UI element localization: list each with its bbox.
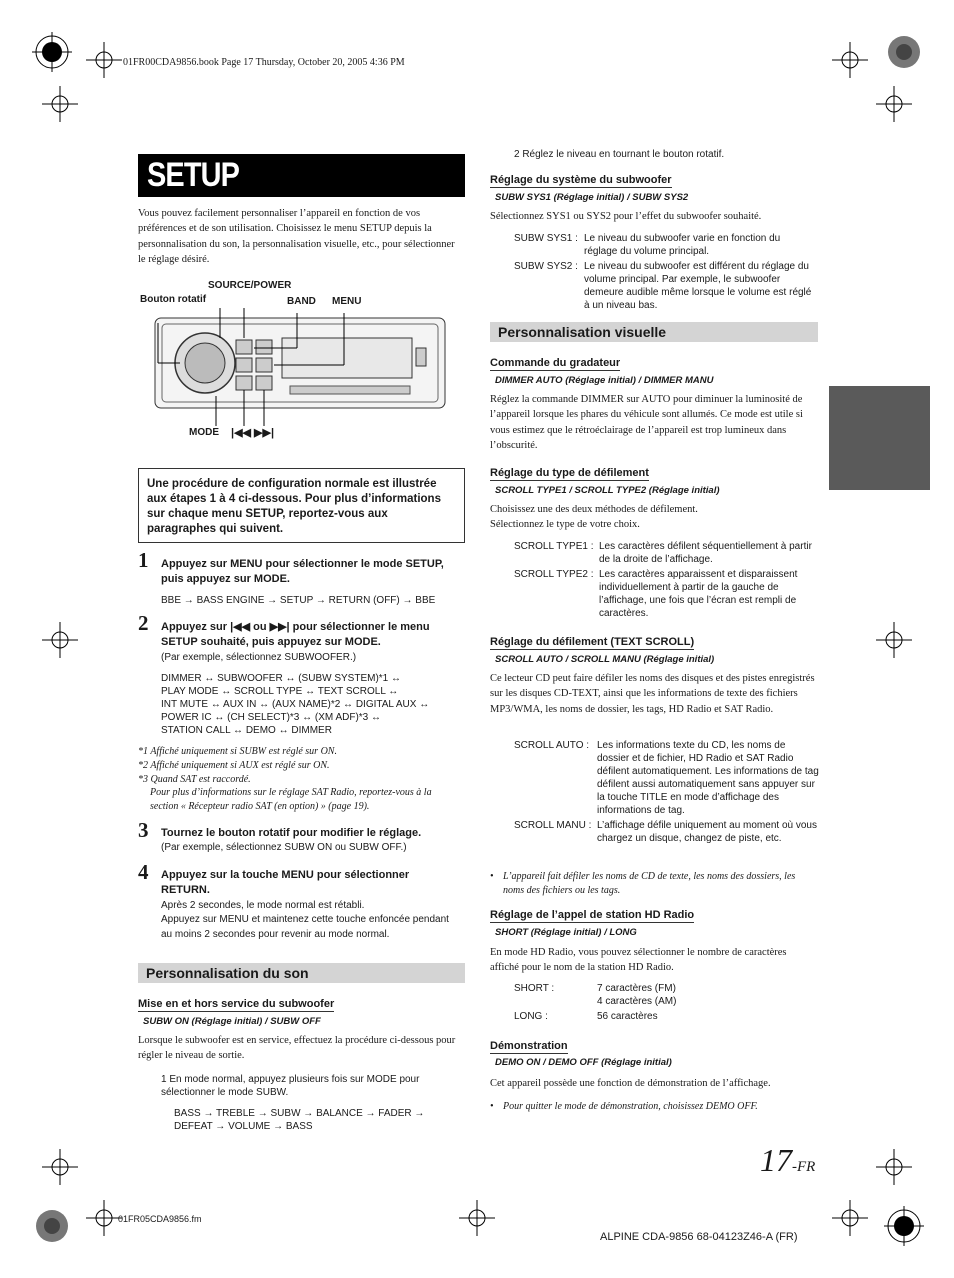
- hd-radio-desc-1a: 7 caractères (FM): [597, 983, 676, 994]
- scroll-type-term-2: SCROLL TYPE2 :: [514, 569, 594, 580]
- son-subwoofer-options: SUBW ON (Réglage initial) / SUBW OFF: [143, 1016, 321, 1027]
- footer-model: ALPINE CDA-9856 68-04123Z46-A (FR): [600, 1231, 798, 1243]
- crosshair-mark-tl2: [82, 38, 126, 82]
- chapter-tab: [829, 386, 930, 490]
- text-scroll-bullet: •: [490, 871, 494, 882]
- hd-radio-options: SHORT (Réglage initial) / LONG: [495, 927, 637, 938]
- footnote-2: *2 Affiché uniquement si AUX est réglé sur ON.: [138, 760, 330, 771]
- label-source-power: SOURCE/POWER: [208, 280, 292, 291]
- demo-options: DEMO ON / DEMO OFF (Réglage initial): [495, 1057, 672, 1068]
- text-scroll-term-1: SCROLL AUTO :: [514, 740, 590, 751]
- step-2-number: 2: [138, 611, 149, 635]
- step-4-text: Appuyez sur la touche MENU pour sélectionner RETURN.: [161, 869, 410, 896]
- demo-bullet: •: [490, 1101, 494, 1112]
- crosshair-mark-br2: [828, 1196, 872, 1240]
- demo-body: Cet appareil possède une fonction de démonstration de l’affichage.: [490, 1078, 771, 1089]
- info-box-text: Une procédure de configuration normale est illustrée aux étapes 1 à 4 ci-dessous. Pour plus d’informations sur chaque menu SETUP, reportez-vous aux paragraphes qui suivent.: [147, 478, 441, 535]
- label-mode: MODE: [189, 427, 219, 438]
- step-4-number: 4: [138, 860, 149, 884]
- son-item-1: 1 En mode normal, appuyez plusieurs fois sur MODE pour sélectionner le mode SUBW.: [161, 1074, 420, 1098]
- car-stereo-diagram: [150, 308, 450, 443]
- scroll-type-options: SCROLL TYPE1 / SCROLL TYPE2 (Réglage initial): [495, 485, 720, 496]
- label-menu: MENU: [332, 296, 362, 307]
- demo-note: Pour quitter le mode de démonstration, choisissez DEMO OFF.: [503, 1101, 758, 1112]
- son-seq-line2: DEFEAT → VOLUME → BASS: [174, 1121, 313, 1132]
- scroll-type-desc-1: Les caractères défilent séquentiellement à partir de la droite de l’affichage.: [599, 541, 812, 565]
- page-title-bar: [138, 154, 465, 197]
- crosshair-mark-left-top: [38, 82, 82, 126]
- step-3-example: (Par exemple, sélectionnez SUBW ON ou SUBW OFF.): [161, 842, 407, 853]
- son-item-2: 2 Réglez le niveau en tournant le bouton rotatif.: [514, 149, 725, 160]
- step-2-text: Appuyez sur |◀◀ ou ▶▶| pour sélectionner le menu SETUP souhaité, puis appuyez sur MODE.: [161, 621, 430, 648]
- crosshair-mark-right-mid: [872, 618, 916, 662]
- hd-radio-term-2: LONG :: [514, 1011, 548, 1022]
- step-2-example: (Par exemple, sélectionnez SUBWOOFER.): [161, 652, 357, 663]
- skip-buttons-icon: |◀◀ ▶▶|: [231, 427, 275, 439]
- son-subwoofer-title: Mise en et hors service du subwoofer: [138, 998, 335, 1010]
- crosshair-mark-right-bottom: [872, 1145, 916, 1189]
- scroll-type-term-1: SCROLL TYPE1 :: [514, 541, 594, 552]
- text-scroll-term-2: SCROLL MANU :: [514, 820, 592, 831]
- page-number-value: 17: [760, 1142, 792, 1178]
- step-3-number: 3: [138, 818, 149, 842]
- step-2-seq-line3: INT MUTE ↔ AUX IN ↔ (AUX NAME)*2 ↔ DIGITAL AUX ↔: [161, 699, 430, 710]
- page-number-suffix: -FR: [792, 1159, 816, 1175]
- text-scroll-options: SCROLL AUTO / SCROLL MANU (Réglage initial): [495, 654, 715, 665]
- subsys-term-1: SUBW SYS1 :: [514, 233, 578, 244]
- text-scroll-desc-1: Les informations texte du CD, les noms de dossier et de fichier, HD Radio et SAT Radio défilent automatiquement. Les informations de tag défilent aussi automatiquement sans appuyer sur la touche TITLE en mode d’affichage des informations de tag.: [597, 740, 819, 816]
- subsys-body: Sélectionnez SYS1 ou SYS2 pour l’effet du subwoofer souhaité.: [490, 211, 762, 222]
- registration-mark-tl: [30, 30, 74, 74]
- section-visuelle-heading: Personnalisation visuelle: [498, 324, 667, 340]
- footnote-1: *1 Affiché uniquement si SUBW est réglé sur ON.: [138, 746, 337, 757]
- crosshair-mark-bottom-center: [455, 1196, 499, 1240]
- hd-radio-body: En mode HD Radio, vous pouvez sélectionner le nombre de caractères affiché pour le nom de la station HD Radio.: [490, 947, 787, 974]
- footnote-4: Pour plus d’informations sur le réglage SAT Radio, reportez-vous à la section « Récepteur radio SAT (en option) » (page 19).: [150, 787, 432, 812]
- subsys-options: SUBW SYS1 (Réglage initial) / SUBW SYS2: [495, 192, 689, 203]
- subsys-desc-2: Le niveau du subwoofer est différent du réglage du volume principal. Par exemple, le subwoofer demeure audible même lorsque le volume est réglé à un niveau bas.: [584, 261, 812, 311]
- step-2-seq-line5: STATION CALL ↔ DEMO ↔ DIMMER: [161, 725, 332, 736]
- text-scroll-body: Ce lecteur CD peut faire défiler les noms des disques et des pistes enregistrés sur les disques CD-TEXT, ainsi que les informations de texte des fichiers MP3/WMA, les noms de dossier, les tags, HD Radio et SAT Radio.: [490, 673, 815, 715]
- intro-paragraph: Vous pouvez facilement personnaliser l’appareil en fonction de vos préférences et de son utilisation. Choisissez le menu SETUP depuis la personnalisation du son, la personnalisation visuelle, etc., pour sélectionner le réglage désiré.: [138, 208, 455, 266]
- hd-radio-term-1: SHORT :: [514, 983, 555, 994]
- step-1-number: 1: [138, 548, 149, 572]
- step-4-para-2: Appuyez sur MENU et maintenez cette touche enfoncée pendant au moins 2 secondes pour revenir au mode normal.: [161, 914, 449, 940]
- footnote-3: *3 Quand SAT est raccordé.: [138, 774, 251, 785]
- subsys-term-2: SUBW SYS2 :: [514, 261, 578, 272]
- section-visuelle-heading-bar: [490, 322, 818, 342]
- crosshair-mark-left-mid: [38, 618, 82, 662]
- section-son-heading: Personnalisation du son: [146, 965, 309, 981]
- text-scroll-title: Réglage du défilement (TEXT SCROLL): [490, 636, 695, 648]
- label-band: BAND: [287, 296, 316, 307]
- file-header: 01FR00CDA9856.book Page 17 Thursday, October 20, 2005 4:36 PM: [123, 57, 405, 68]
- hd-radio-desc-1b: 4 caractères (AM): [597, 996, 677, 1007]
- text-scroll-desc-2: L’affichage défile uniquement au moment où vous chargez un disque, changez de piste, etc.: [597, 820, 817, 844]
- page-title: SETUP: [147, 156, 240, 194]
- step-2-seq-line4: POWER IC ↔ (CH SELECT)*3 ↔ (XM ADF)*3 ↔: [161, 712, 382, 723]
- dimmer-options: DIMMER AUTO (Réglage initial) / DIMMER MANU: [495, 375, 714, 386]
- text-scroll-note: L’appareil fait défiler les noms de CD de texte, les noms des dossiers, les noms des fichiers ou les tags.: [503, 871, 796, 896]
- step-2-seq-line1: DIMMER ↔ SUBWOOFER ↔ (SUBW SYSTEM)*1 ↔: [161, 673, 402, 684]
- footer-file: 01FR05CDA9856.fm: [118, 1214, 202, 1224]
- label-bouton-rotatif: Bouton rotatif: [140, 294, 207, 305]
- son-seq-line1: BASS → TREBLE → SUBW → BALANCE → FADER →: [174, 1108, 425, 1119]
- hd-radio-desc-2: 56 caractères: [597, 1011, 658, 1022]
- registration-mark-tr: [882, 30, 926, 74]
- crosshair-mark-right-top: [872, 82, 916, 126]
- info-box: [138, 468, 465, 543]
- step-1-sequence: BBE → BASS ENGINE → SETUP → RETURN (OFF) → BBE: [161, 595, 436, 606]
- dimmer-title: Commande du gradateur: [490, 357, 621, 369]
- registration-mark-br: [882, 1204, 926, 1248]
- step-4-para-1: Après 2 secondes, le mode normal est rétabli.: [161, 900, 365, 911]
- subsys-title: Réglage du système du subwoofer: [490, 174, 672, 186]
- step-2-seq-line2: PLAY MODE ↔ SCROLL TYPE ↔ TEXT SCROLL ↔: [161, 686, 399, 697]
- step-3-text: Tournez le bouton rotatif pour modifier le réglage.: [161, 827, 422, 839]
- step-1-text: Appuyez sur MENU pour sélectionner le mode SETUP, puis appuyez sur MODE.: [161, 558, 444, 585]
- crosshair-mark-left-bottom: [38, 1145, 82, 1189]
- subsys-desc-1: Le niveau du subwoofer varie en fonction du réglage du volume principal.: [584, 233, 781, 257]
- scroll-type-title: Réglage du type de défilement: [490, 467, 649, 479]
- hd-radio-title: Réglage de l’appel de station HD Radio: [490, 909, 695, 921]
- crosshair-mark-tr2: [828, 38, 872, 82]
- scroll-type-body: Choisissez une des deux méthodes de défilement. Sélectionnez le type de votre choix.: [490, 504, 698, 531]
- demo-title: Démonstration: [490, 1040, 568, 1052]
- section-son-heading-bar: [138, 963, 465, 983]
- son-body: Lorsque le subwoofer est en service, effectuez la procédure ci-dessous pour régler le niveau de sortie.: [138, 1035, 456, 1062]
- scroll-type-desc-2: Les caractères apparaissent et disparaissent individuellement à partir de la gauche de l’affichage, une fois que l’écran est rempli de caractères.: [599, 569, 798, 619]
- page-number: [760, 1142, 815, 1179]
- registration-mark-bl: [30, 1204, 74, 1248]
- dimmer-body: Réglez la commande DIMMER sur AUTO pour diminuer la luminosité de l’appareil lorsque les phares du véhicule sont allumés. Ce mode est utile si vous estimez que le rétroéclairage de l’appareil est trop lumineux dans l’obscurité.: [490, 394, 803, 452]
